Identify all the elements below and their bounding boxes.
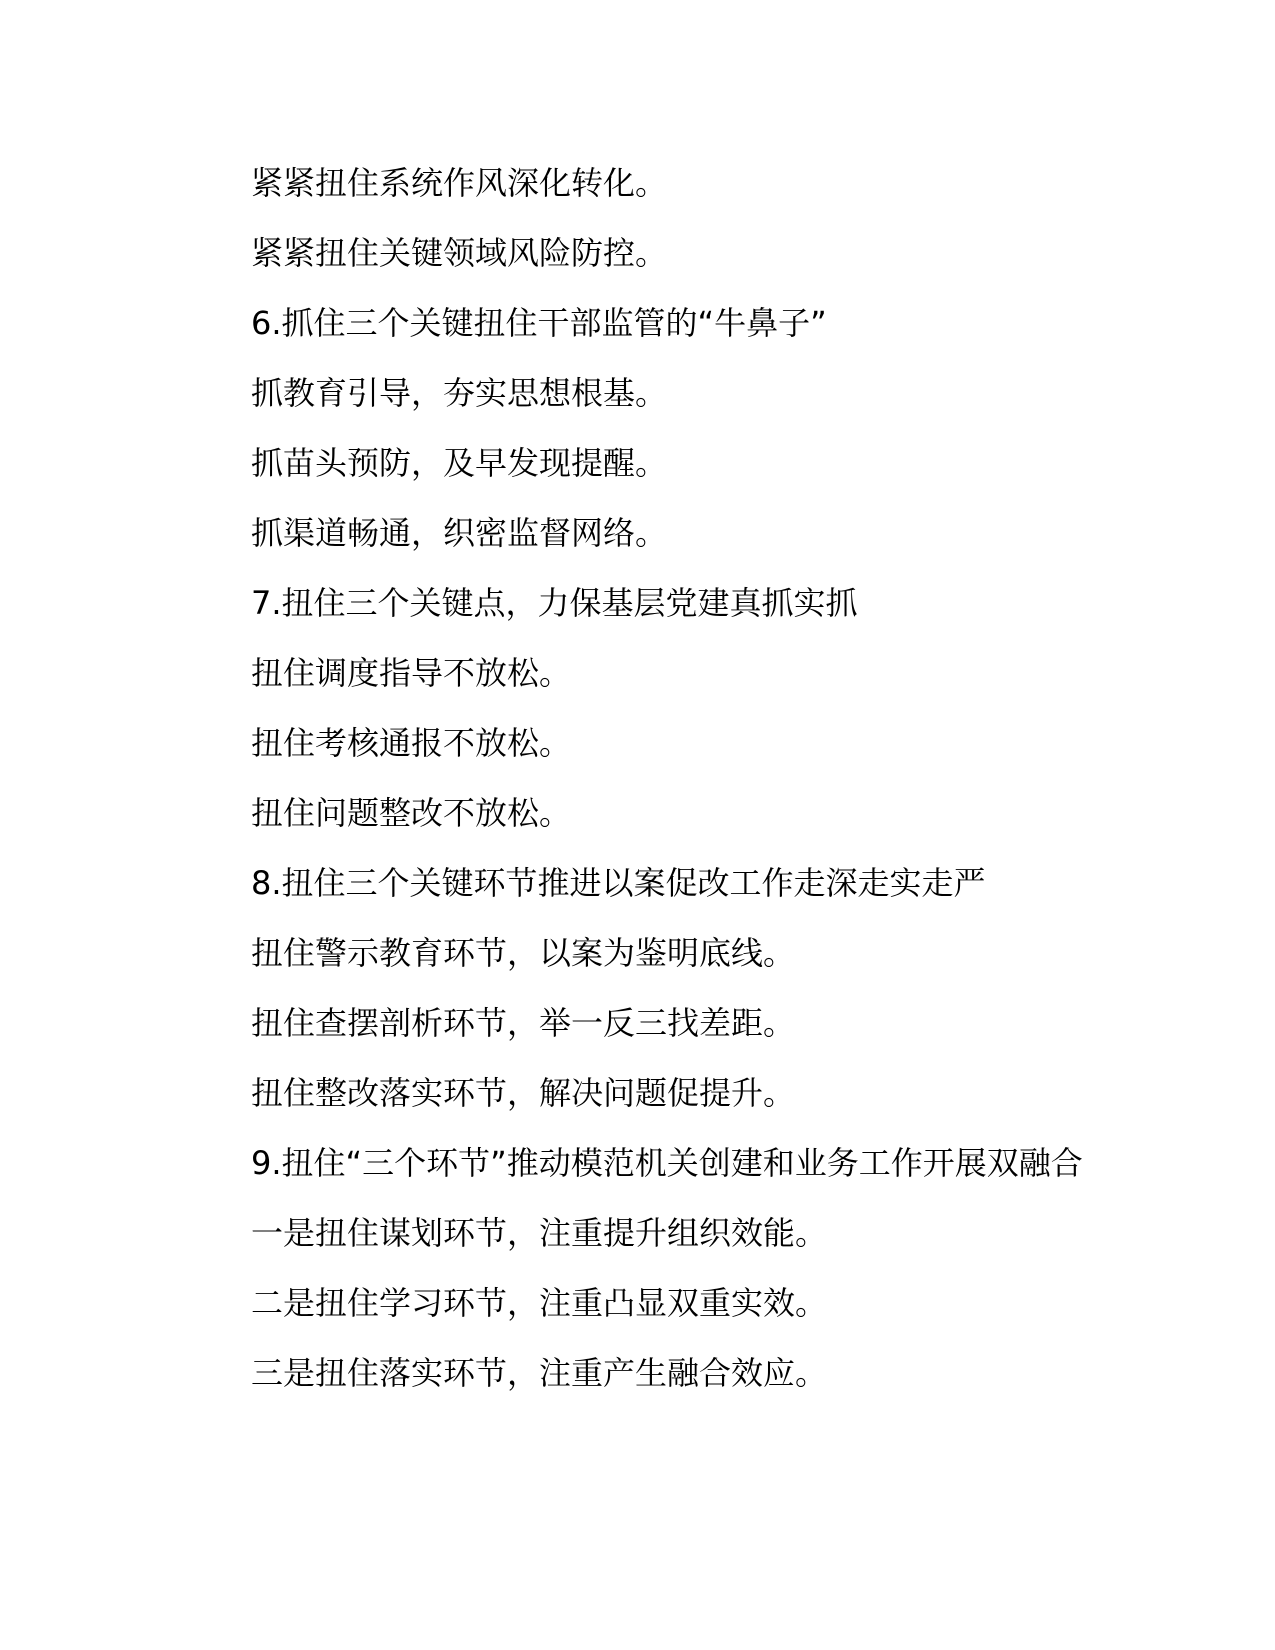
paragraph: 二是扭住学习环节，注重凸显双重实效。 (251, 1284, 828, 1322)
document-body (187, 148, 1087, 1408)
paragraph: 抓苗头预防，及早发现提醒。 (251, 444, 668, 482)
paragraph: 一是扭住谋划环节，注重提升组织效能。 (251, 1214, 828, 1252)
section-heading: 9.扭住“三个环节”推动模范机关创建和业务工作开展双融合 (251, 1144, 1083, 1182)
paragraph: 紧紧扭住系统作风深化转化。 (251, 164, 668, 202)
paragraph: 三是扭住落实环节，注重产生融合效应。 (251, 1354, 828, 1392)
section-heading: 8.扭住三个关键环节推进以案促改工作走深走实走严 (251, 864, 986, 902)
paragraph: 扭住查摆剖析环节，举一反三找差距。 (251, 1004, 796, 1042)
paragraph: 紧紧扭住关键领域风险防控。 (251, 234, 668, 272)
paragraph: 扭住问题整改不放松。 (251, 794, 572, 832)
section-heading: 7.扭住三个关键点，力保基层党建真抓实抓 (251, 584, 858, 622)
paragraph: 抓渠道畅通，织密监督网络。 (251, 514, 668, 552)
paragraph: 扭住考核通报不放松。 (251, 724, 572, 762)
paragraph: 抓教育引导，夯实思想根基。 (251, 374, 668, 412)
paragraph: 扭住整改落实环节，解决问题促提升。 (251, 1074, 796, 1112)
section-heading: 6.抓住三个关键扭住干部监管的“牛鼻子” (251, 304, 827, 342)
paragraph: 扭住警示教育环节，以案为鉴明底线。 (251, 934, 796, 972)
paragraph: 扭住调度指导不放松。 (251, 654, 572, 692)
